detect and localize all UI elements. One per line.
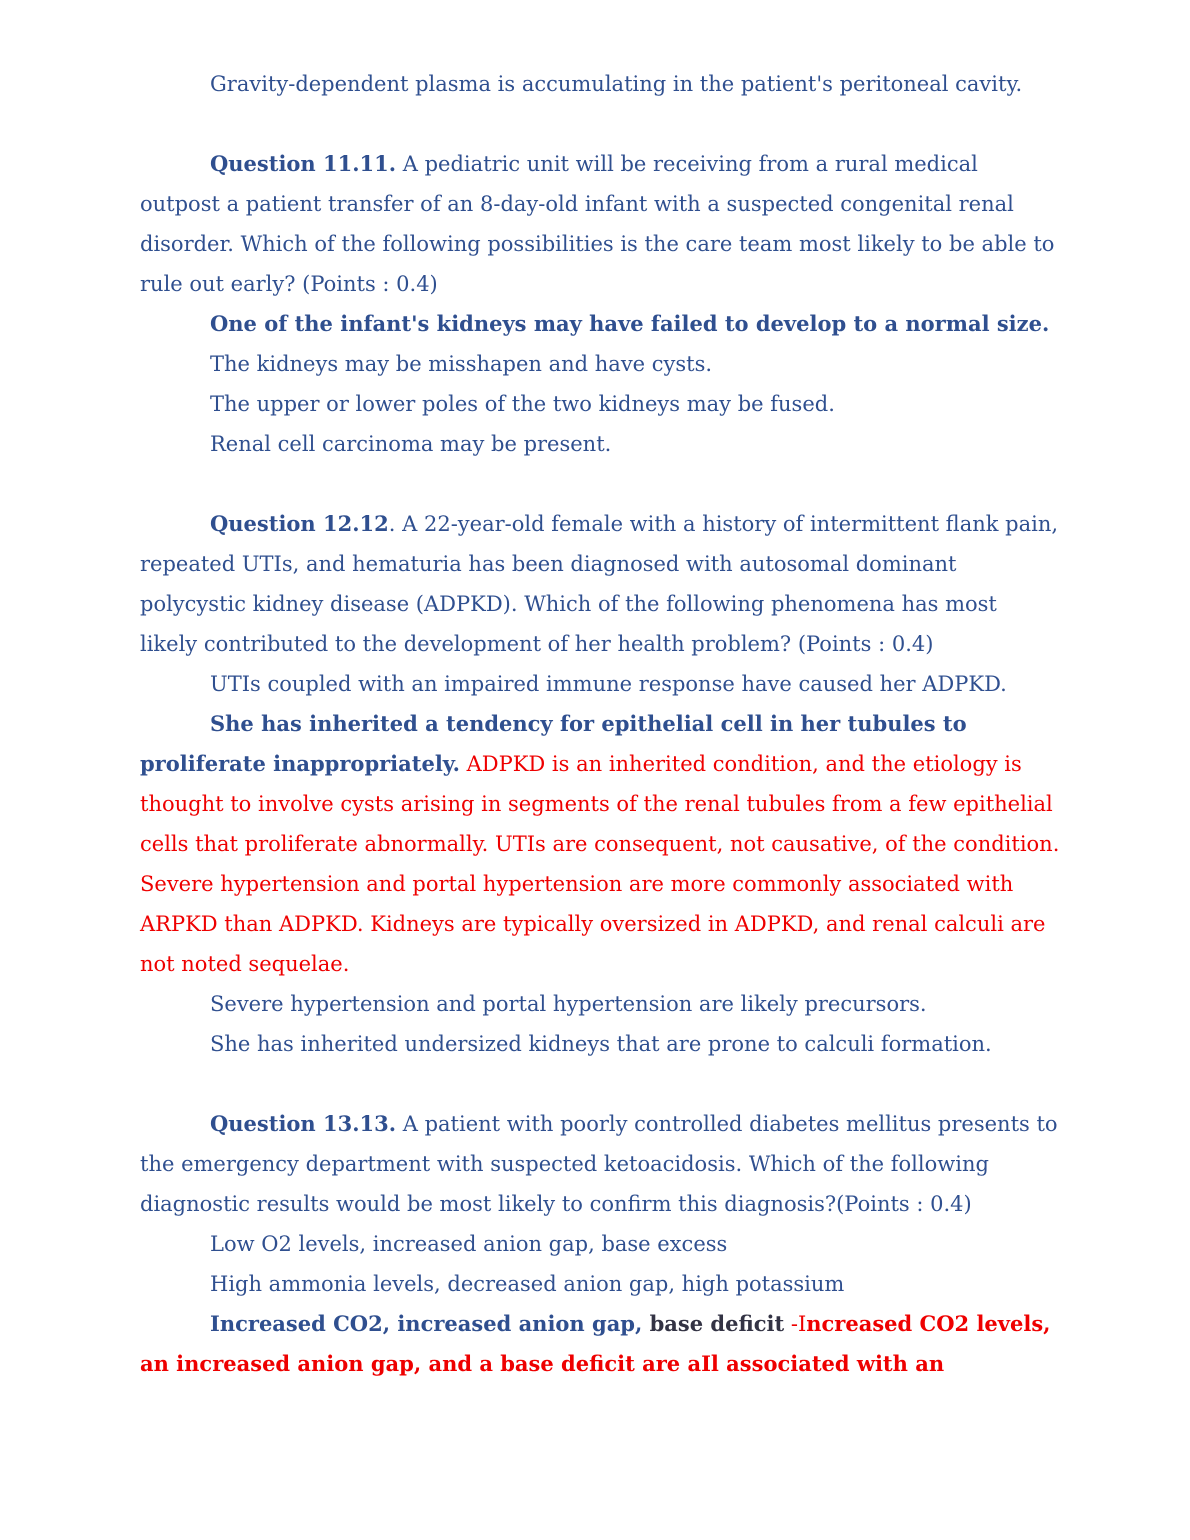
q13-correct-answer-a: Increased CO2, increased anion gap, (210, 1311, 643, 1336)
q12-correct-answer: She has inherited a tendency for epithelial cell in her tubules to proliferate inappropriately. (140, 711, 967, 776)
q13-heading: Question 13.13. (210, 1111, 397, 1136)
q13-stem (140, 1104, 1060, 1224)
q13-rationale: ncreased CO2 levels, an increased anion gap, and a base deficit are aIl associated with an (140, 1311, 1051, 1376)
spacer (140, 1064, 1060, 1104)
q12-option-2-correct (140, 704, 1060, 984)
q12-heading: Question 12.12 (210, 511, 389, 536)
q12-stem (140, 504, 1060, 664)
q11-heading: Question 11.11. (210, 151, 397, 176)
q11-option-4: Renal cell carcinoma may be present. (210, 432, 612, 456)
q12-option-1: UTIs coupled with an impaired immune response have caused her ADPKD. (210, 672, 1007, 696)
q11-stem-text: A pediatric unit will be receiving from a rural medical outpost a patient transfer of an 8-day-old infant with a suspected congenital renal disorder. Which of the following possibilities is the care team most likely to be able to rule out early? (Points : 0.4) (140, 152, 1055, 296)
q13-stem-text: A patient with poorly controlled diabetes mellitus presents to the emergency department with suspected ketoacidosis. Which of the following diagnostic results would be most likely to confirm this diagnosis?(Points : 0.4) (140, 1112, 1058, 1216)
q12-option-4: She has inherited undersized kidneys that are prone to calculi formation. (210, 1032, 992, 1056)
q11-stem (140, 144, 1060, 304)
q13-correct-answer-b: base deficit (642, 1311, 785, 1336)
q13-option-3-correct (140, 1304, 1060, 1384)
q11-option-3: The upper or lower poles of the two kidneys may be fused. (210, 392, 835, 416)
q12-option-3: Severe hypertension and portal hypertension are likely precursors. (210, 992, 927, 1016)
q11-option-2: The kidneys may be misshapen and have cysts. (210, 352, 713, 376)
q13-rationale-dash: -I (784, 1312, 807, 1336)
q13-option-2: High ammonia levels, decreased anion gap, high potassium (210, 1272, 845, 1296)
q13-option-1: Low O2 levels, increased anion gap, base excess (210, 1232, 728, 1256)
q10-option-4: Gravity-dependent plasma is accumulating in the patient's peritoneal cavity. (210, 72, 1023, 96)
q11-option-1-correct: One of the infant's kidneys may have failed to develop to a normal size. (210, 311, 1050, 336)
q12-rationale: ADPKD is an inherited condition, and the etiology is thought to involve cysts arising in segments of the renal tubules from a few epithelial cells that proliferate abnormally. UTIs are consequent, not causative, of the condition. Severe hypertension and portal hypertension are more commonly associated with ARPKD than ADPKD. Kidneys are typically oversized in ADPKD, and renal calculi are not noted sequelae. (140, 752, 1060, 976)
spacer (140, 464, 1060, 504)
spacer (140, 104, 1060, 144)
q12-stem-text: . A 22-year-old female with a history of intermittent flank pain, repeated UTIs, and hematuria has been diagnosed with autosomal dominant polycystic kidney disease (ADPKD). Which of the following phenomena has most likely contributed to the development of her health problem? (Points : 0.4) (140, 512, 1059, 656)
document-page (140, 64, 1060, 1384)
